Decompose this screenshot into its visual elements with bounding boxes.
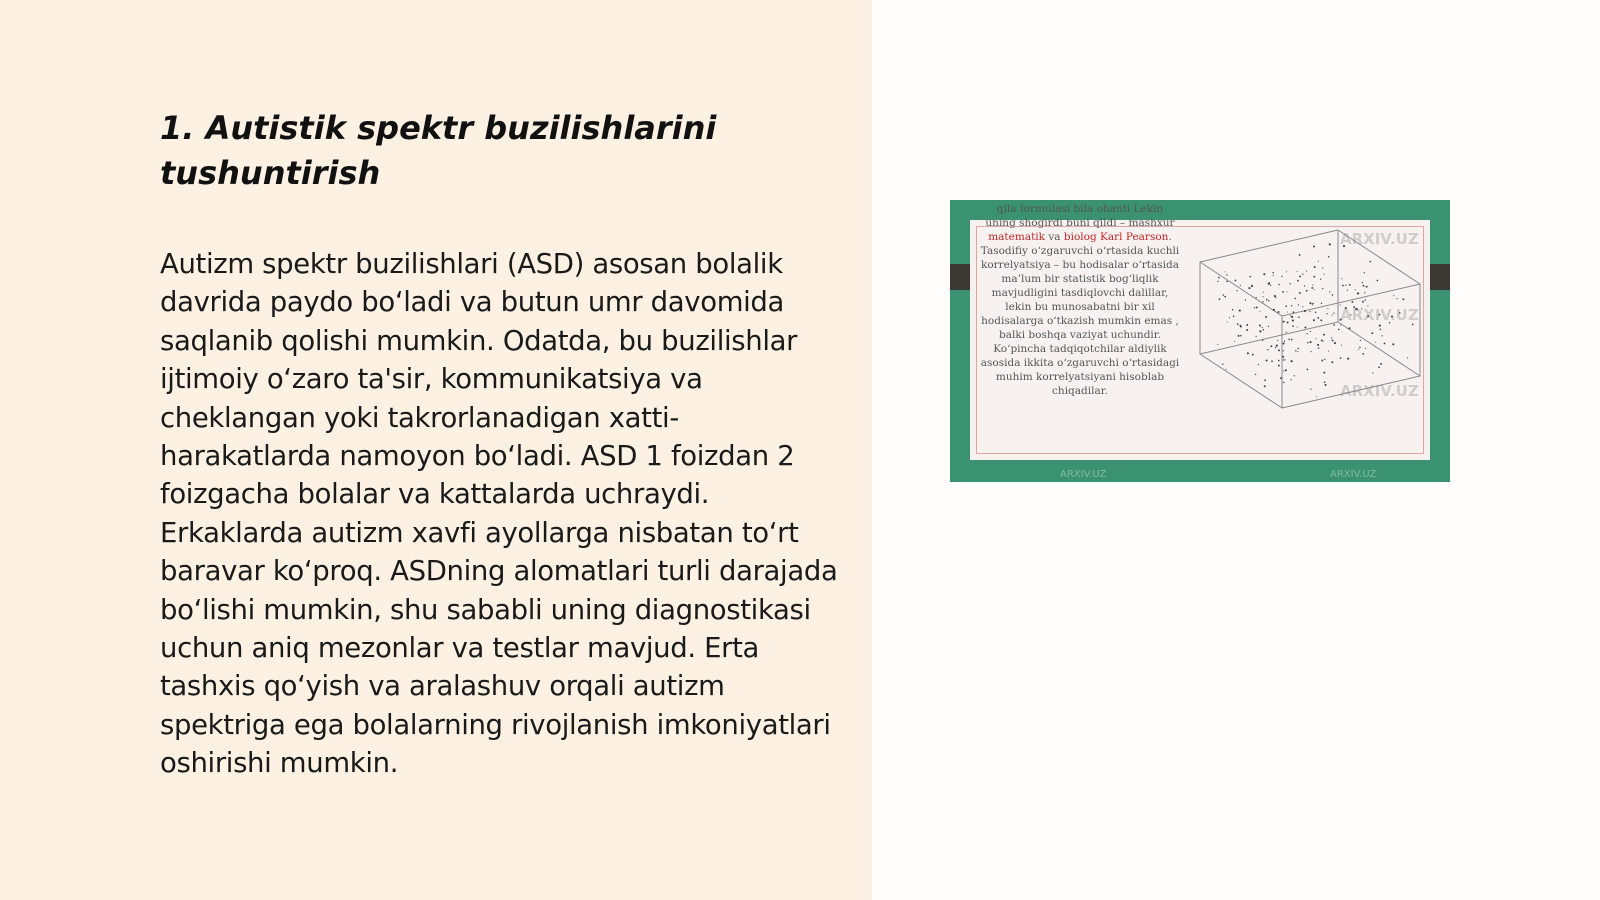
scatter-point: [1248, 287, 1250, 289]
scatter-point: [1265, 359, 1267, 361]
scatter-point: [1285, 305, 1287, 307]
figure-image: [950, 200, 1450, 482]
scatter-point: [1333, 324, 1335, 326]
scatter-point: [1331, 315, 1332, 316]
scatter-point: [1347, 290, 1348, 291]
scatter-point: [1365, 299, 1366, 300]
scatter-point: [1272, 272, 1274, 274]
scatter-point: [1314, 289, 1315, 290]
scatter-point: [1297, 280, 1299, 282]
scatter-point: [1268, 300, 1270, 302]
scatter-point: [1219, 298, 1221, 300]
scatter-point: [1283, 382, 1285, 384]
scatter-point: [1321, 303, 1322, 304]
scatter-point: [1278, 360, 1280, 362]
scatter-point: [1237, 323, 1239, 325]
scatter-point: [1358, 349, 1359, 350]
scatter-point: [1381, 335, 1382, 336]
scatter-point: [1321, 339, 1323, 341]
scatter-point: [1310, 351, 1311, 352]
scatter-point: [1372, 372, 1373, 373]
scatter-point: [1276, 345, 1278, 347]
scatter-point: [1313, 319, 1315, 321]
scatter-point: [1328, 351, 1329, 352]
scatter-point: [1217, 281, 1218, 282]
scatter-point: [1255, 374, 1256, 375]
scatter-point: [1267, 349, 1268, 350]
scatter-point: [1332, 340, 1334, 342]
scatter-point: [1304, 310, 1306, 312]
scatter-point: [1307, 342, 1308, 343]
scatter-point: [1297, 348, 1299, 350]
scatter-point: [1297, 271, 1298, 272]
scatter-point: [1234, 341, 1235, 342]
scatter-point: [1265, 316, 1267, 318]
scatter-point: [1273, 309, 1275, 311]
scatter-point: [1281, 276, 1282, 277]
scatter-point: [1329, 291, 1330, 292]
scatter-point: [1278, 365, 1280, 367]
scatter-point: [1323, 372, 1325, 374]
scatter-point: [1262, 296, 1263, 297]
scan-text-b: va: [1045, 231, 1064, 243]
scatter-point: [1284, 341, 1285, 342]
scatter-point: [1302, 306, 1303, 307]
scatter-point: [1360, 340, 1361, 341]
scatter-point: [1313, 276, 1315, 278]
scatter-point: [1332, 294, 1334, 296]
scatter-point: [1226, 274, 1227, 275]
scatter-point: [1334, 342, 1336, 344]
scatter-point: [1270, 345, 1272, 347]
scatter-point: [1264, 385, 1266, 387]
scatter-point: [1290, 315, 1291, 316]
scan-text-a: qila formulasi bila ohanti Lekin uning shogirdi buni qildi – mashxur: [985, 203, 1175, 229]
scatter-point: [1283, 359, 1284, 360]
scatter-point: [1294, 375, 1295, 376]
scatter-point: [1362, 301, 1364, 303]
scatter-point: [1322, 288, 1323, 289]
scatter-point: [1327, 308, 1328, 309]
watermark: ARXIV.UZ: [1340, 382, 1419, 400]
scatter-point: [1317, 317, 1319, 319]
scatter-point: [1299, 275, 1301, 277]
scatter-point: [1290, 379, 1291, 380]
scatter-point: [1310, 331, 1311, 332]
watermark: ARXIV.UZ: [1340, 306, 1419, 324]
scatter-point: [1309, 311, 1310, 312]
scatter-point: [1289, 283, 1290, 284]
scatter-point: [1392, 343, 1394, 345]
slide-title: 1. Autistik spektr buzilishlarini tushuntirish: [160, 109, 717, 192]
scanned-page-text: [980, 202, 1180, 398]
scatter-point: [1255, 336, 1256, 337]
scatter-point: [1270, 285, 1271, 286]
scatter-point: [1355, 289, 1356, 290]
scatter-point: [1264, 379, 1266, 381]
scatter-point: [1379, 325, 1381, 327]
scatter-point: [1294, 298, 1296, 300]
scatter-point: [1283, 342, 1285, 344]
scatter-point: [1286, 271, 1287, 272]
scan-text-red-2: biolog Karl Pearson: [1063, 231, 1169, 243]
scatter-point: [1283, 350, 1284, 351]
scatter-point: [1285, 369, 1287, 371]
scatter-point: [1291, 316, 1293, 318]
scatter-point: [1224, 296, 1226, 298]
scatter-point: [1314, 266, 1316, 268]
scatter-point: [1362, 353, 1364, 355]
scatter-point: [1324, 359, 1325, 360]
scatter-point: [1282, 291, 1284, 293]
scatter-point: [1315, 311, 1317, 313]
scatter-point: [1233, 316, 1235, 318]
scatter-point: [1259, 330, 1261, 332]
scatter-point: [1302, 274, 1303, 275]
scatter-point: [1287, 322, 1289, 324]
scatter-point: [1407, 357, 1408, 358]
scatter-point: [1393, 295, 1394, 296]
scatter-point: [1340, 357, 1342, 359]
scatter-point: [1309, 341, 1311, 343]
scatter-point: [1225, 271, 1226, 272]
scatter-point: [1320, 279, 1321, 280]
scatter-point: [1226, 369, 1227, 370]
scatter-point: [1278, 284, 1280, 286]
scatter-point: [1342, 285, 1344, 287]
scatter-point: [1397, 298, 1398, 299]
scatter-point: [1291, 305, 1292, 306]
scatter-point: [1312, 285, 1313, 286]
scatter-point: [1292, 320, 1294, 322]
scatter-point: [1375, 342, 1376, 343]
scatter-point: [1232, 309, 1234, 311]
scatter-point: [1278, 311, 1280, 313]
scatter-point: [1331, 361, 1333, 363]
scatter-point: [1351, 301, 1353, 303]
scatter-point: [1256, 297, 1257, 298]
scatter-point: [1258, 364, 1259, 365]
scatter-point: [1323, 334, 1325, 336]
scatter-point: [1377, 280, 1379, 282]
scatter-point: [1259, 324, 1261, 326]
scatter-point: [1222, 363, 1223, 364]
scatter-point: [1254, 307, 1255, 308]
scatter-point: [1246, 329, 1248, 331]
scatter-point: [1333, 312, 1334, 313]
scatter-point: [1262, 301, 1263, 302]
scatter-point: [1246, 324, 1248, 326]
scatter-point: [1328, 256, 1330, 258]
scatter-point: [1304, 327, 1306, 329]
scatter-point: [1259, 311, 1260, 312]
scan-text-c: . Tasodifiy o‘zgaruvchi o‘rtasida kuchli korrelyatsiya – bu hodisalar o‘rtasida ma’lum bir statistik bog‘liqlik mavjudligini tasdiqlovchi dalillar, lekin bu munosabatni bir xil hodisalarga o‘tkazish mumkin emas , balki boshqa vaziyat uchundir. Ko‘pincha tadqiqotchilar aldiylik asosida ikkita o‘zgaruvchi o‘rtasidagi muhim korrelyatsiyani hisoblab chiqadilar.: [980, 231, 1180, 397]
scatter-point: [1263, 273, 1265, 275]
scatter-point: [1341, 345, 1342, 346]
scatter-point: [1277, 340, 1278, 341]
scatter-point: [1331, 337, 1332, 338]
scatter-point: [1291, 339, 1293, 341]
scatter-point: [1245, 299, 1246, 300]
scatter-point: [1291, 360, 1293, 362]
footer-watermark-left: ARXIV.UZ: [1060, 469, 1107, 480]
scatter-point: [1283, 321, 1285, 323]
scatter-point: [1380, 328, 1382, 330]
scatter-point: [1316, 396, 1317, 397]
scatter-point: [1271, 360, 1273, 362]
scatter-point: [1266, 299, 1267, 300]
scatter-point: [1318, 347, 1320, 349]
footer-watermark-right: ARXIV.UZ: [1330, 469, 1377, 480]
scatter-point: [1341, 278, 1342, 279]
scatter-point: [1249, 276, 1251, 278]
scatter-point: [1293, 311, 1295, 313]
scatter-point: [1317, 344, 1319, 346]
scatter-point: [1312, 303, 1314, 305]
scatter-point: [1312, 304, 1313, 305]
scatter-point: [1306, 290, 1308, 292]
scatter-point: [1348, 327, 1350, 329]
scatter-point: [1280, 377, 1282, 379]
scatter-point: [1263, 292, 1264, 293]
scatter-point: [1359, 347, 1361, 349]
scatter-point: [1283, 370, 1284, 371]
scatter-point: [1313, 245, 1315, 247]
scatter-point: [1338, 329, 1340, 331]
scatter-point: [1324, 384, 1326, 386]
scatter-point: [1274, 295, 1276, 297]
scatter-point: [1345, 285, 1346, 286]
scatter-point: [1307, 369, 1309, 371]
scatter-point: [1226, 281, 1228, 283]
scatter-point: [1288, 338, 1290, 340]
scatter-point: [1273, 275, 1274, 276]
scatter-point: [1236, 290, 1237, 291]
scatter-point: [1298, 304, 1299, 305]
scatter-point: [1324, 274, 1325, 275]
scatter-point: [1238, 335, 1240, 337]
scatter-point: [1252, 354, 1254, 356]
scatter-point: [1324, 381, 1326, 383]
scatter-point: [1240, 285, 1241, 286]
watermark: ARXIV.UZ: [1340, 230, 1419, 248]
scatter-point: [1306, 271, 1307, 272]
scatter-point: [1295, 350, 1296, 351]
scatter-point: [1240, 326, 1242, 328]
scatter-point: [1310, 388, 1311, 389]
scatter-point: [1227, 321, 1228, 322]
scatter-point: [1380, 363, 1382, 365]
scatter-point: [1285, 359, 1286, 360]
scatter-point: [1323, 341, 1324, 342]
scatter-point: [1218, 277, 1220, 279]
scatter-point: [1309, 302, 1311, 304]
scatter-point: [1369, 261, 1371, 263]
scatter-point: [1256, 306, 1258, 308]
scatter-point: [1318, 261, 1319, 262]
scatter-point: [1229, 317, 1230, 318]
slide-body-text: Autizm spektr buzilishlari (ASD) asosan bolalik davrida paydo bo‘ladi va butun umr davomida saqlanib qolishi mumkin. Odatda, bu buzilishlar ijtimoiy o‘zaro ta'sir, kommunikatsiya va cheklangan yoki takrorlanadigan xatti-harakatlarda namoyon bo‘ladi. ASD 1 foizdan 2 foizgacha bolalar va kattalarda uchraydi. Erkaklarda autizm xavfi ayollarga nisbatan to‘rt baravar ko‘proq. ASDning alomatlari turli darajada bo‘lishi mumkin, shu sababli uning diagnostikasi uchun aniq mezonlar va testlar mavjud. Erta tashxis qo‘yish va aralashuv orqali autizm spektriga ega bolalarning rivojlanish imkoniyatlari oshirishi mumkin.: [160, 248, 838, 780]
scatter-point: [1402, 298, 1404, 300]
scatter-point: [1268, 282, 1270, 284]
scatter-point: [1275, 347, 1276, 348]
scatter-point: [1262, 340, 1263, 341]
scatter-point: [1365, 348, 1366, 349]
scatter-cube-plot: [1188, 222, 1428, 452]
scatter-point: [1292, 325, 1294, 327]
scatter-point: [1340, 325, 1341, 326]
scatter-point: [1363, 285, 1365, 287]
scatter-point: [1251, 285, 1253, 287]
scatter-point: [1239, 310, 1241, 312]
scatter-point: [1287, 312, 1288, 313]
scatter-point: [1299, 292, 1301, 294]
scatter-point: [1306, 333, 1307, 334]
scatter-point: [1240, 335, 1242, 337]
scatter-point: [1282, 356, 1284, 358]
scatter-point: [1299, 254, 1301, 256]
scatter-point: [1223, 294, 1225, 296]
scatter-point: [1217, 344, 1218, 345]
scatter-point: [1262, 327, 1263, 328]
scatter-point: [1247, 352, 1249, 354]
scatter-point: [1329, 243, 1331, 245]
scatter-point: [1349, 284, 1351, 286]
cube-edge-back-face: [1338, 230, 1420, 376]
scatter-point: [1364, 272, 1365, 273]
scatter-point: [1297, 326, 1298, 327]
scatter-point: [1263, 329, 1265, 331]
scatter-point: [1286, 332, 1287, 333]
scatter-point: [1235, 279, 1237, 281]
scatter-point: [1315, 338, 1316, 339]
scatter-point: [1347, 358, 1349, 360]
scatter-point: [1366, 286, 1368, 288]
scatter-point: [1278, 349, 1280, 351]
scatter-point: [1357, 292, 1359, 294]
scatter-point: [1364, 292, 1365, 293]
cube-edge: [1200, 230, 1338, 262]
scatter-point: [1286, 291, 1287, 292]
scatter-point: [1304, 285, 1305, 286]
scatter-point: [1297, 351, 1298, 352]
scatter-point: [1326, 313, 1327, 314]
scatter-point: [1320, 319, 1322, 321]
scatter-point: [1311, 287, 1313, 289]
scatter-point: [1321, 360, 1323, 362]
scatter-point: [1362, 282, 1363, 283]
scatter-point: [1384, 342, 1386, 344]
scanned-page: [970, 203, 1430, 460]
scatter-point: [1371, 332, 1373, 334]
scatter-point: [1268, 326, 1269, 327]
scatter-point: [1298, 316, 1300, 318]
scan-text-red-1: matematik: [988, 231, 1046, 243]
scatter-point: [1378, 366, 1380, 368]
scatter-point: [1322, 267, 1323, 268]
